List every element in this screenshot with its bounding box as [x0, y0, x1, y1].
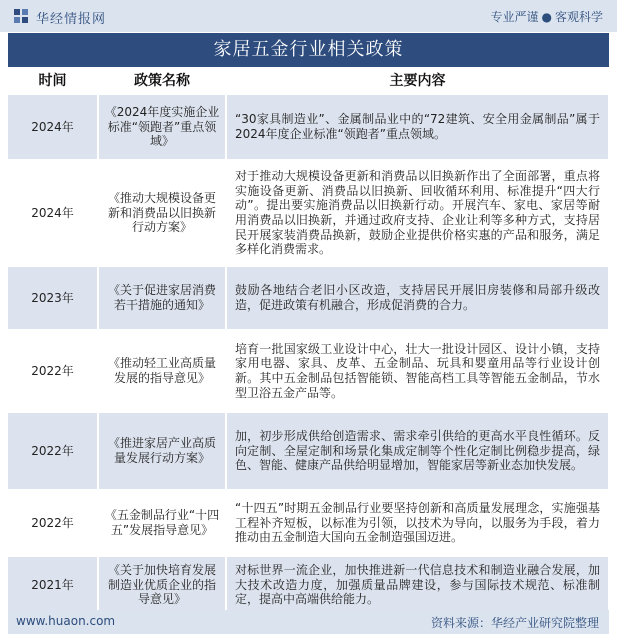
- brand-name: 华经情报网: [36, 12, 107, 27]
- row-policy-name: 《关于促进家居消费若干措施的通知》: [98, 266, 226, 330]
- column-header-content: 主要内容: [226, 67, 609, 94]
- table-row: [8, 94, 609, 160]
- table-row: [8, 266, 609, 330]
- top-banner: [0, 0, 617, 32]
- row-policy-name: 《推动轻工业高质量发展的指导意见》: [98, 330, 226, 412]
- row-year: 2022年: [8, 490, 98, 556]
- footer-bar: [8, 610, 609, 634]
- table-header-row: [8, 67, 609, 94]
- row-policy-name: 《关于加快培育发展制造业优质企业的指导意见》: [98, 556, 226, 613]
- row-year: 2024年: [8, 160, 98, 266]
- row-policy-name: 《推动大规模设备更新和消费品以旧换新行动方案》: [98, 160, 226, 266]
- row-year: 2023年: [8, 266, 98, 330]
- website-link[interactable]: www.huaon.com: [16, 614, 116, 628]
- row-policy-name: 《五金制品行业“十四五”发展指导意见》: [98, 490, 226, 556]
- source-note: 资料来源：华经产业研究院整理: [430, 616, 599, 630]
- table-row: [8, 412, 609, 490]
- column-header-time: 时间: [8, 67, 98, 94]
- slogan-left: 专业严谨: [490, 10, 539, 24]
- row-content: 鼓励各地结合老旧小区改造，支持居民开展旧房装修和局部升级改造，促进政策有机融合，形成促消费的合力。: [226, 266, 609, 330]
- row-year: 2022年: [8, 330, 98, 412]
- row-content: 培育一批国家级工业设计中心，壮大一批设计园区、设计小镇，支持家用电器、家具、皮革、五金制品、玩具和婴童用品等行业设计创新。其中五金制品包括智能锁、智能高档工具等智能五金制品，节水型卫浴五金产品等。: [226, 330, 609, 412]
- row-content: 加，初步形成供给创造需求、需求牵引供给的更高水平良性循环。反向定制、全屋定制和场景化集成定制等个性化定制比例稳步提高，绿色、智能、健康产品供给明显增加，智能家居等新业态加快发展。: [226, 412, 609, 490]
- row-content: 对于推动大规模设备更新和消费品以旧换新作出了全面部署，重点将实施设备更新、消费品以旧换新、回收循环利用、标准提升“四大行动”。提出要实施消费品以旧换新行动。开展汽车、家电、家居等耐用消费品以旧换新，并通过政府支持、企业让利等多种方式，支持居民开展家装消费品换新，鼓励企业提供价格实惠的产品和服务，满足多样化消费需求。: [226, 160, 609, 266]
- row-content: “十四五”时期五金制品行业要坚持创新和高质量发展理念，实施强基工程补齐短板，以标准为引领，以技术为导向，以服务为手段，着力推动由五金制造大国向五金制造强国迈进。: [226, 490, 609, 556]
- row-year: 2024年: [8, 94, 98, 160]
- row-year: 2022年: [8, 412, 98, 490]
- slogan-right: 客观科学: [554, 10, 603, 24]
- brand-logo-icon: [14, 9, 28, 23]
- table-row: [8, 330, 609, 412]
- table-row: [8, 490, 609, 556]
- page-title: 家居五金行业相关政策: [8, 33, 609, 67]
- row-content: “30家具制造业”、金属制品业中的“72建筑、安全用金属制品”属于2024年度企业标准“领跑者”重点领域。: [226, 94, 609, 160]
- row-content: 对标世界一流企业，加快推进新一代信息技术和制造业融合发展，加大技术改造力度，加强质量品牌建设，参与国际技术规范、标准制定，提高中高端供给能力。: [226, 556, 609, 613]
- slogan-separator: ●: [541, 10, 552, 24]
- row-policy-name: 《推进家居产业高质量发展行动方案》: [98, 412, 226, 490]
- row-year: 2021年: [8, 556, 98, 613]
- row-policy-name: 《2024年度实施企业标准“领跑者”重点领域》: [98, 94, 226, 160]
- table-row: [8, 160, 609, 266]
- slogan: [490, 8, 603, 25]
- column-header-policy: 政策名称: [98, 67, 226, 94]
- table-row: [8, 556, 609, 613]
- policy-table: [8, 67, 610, 613]
